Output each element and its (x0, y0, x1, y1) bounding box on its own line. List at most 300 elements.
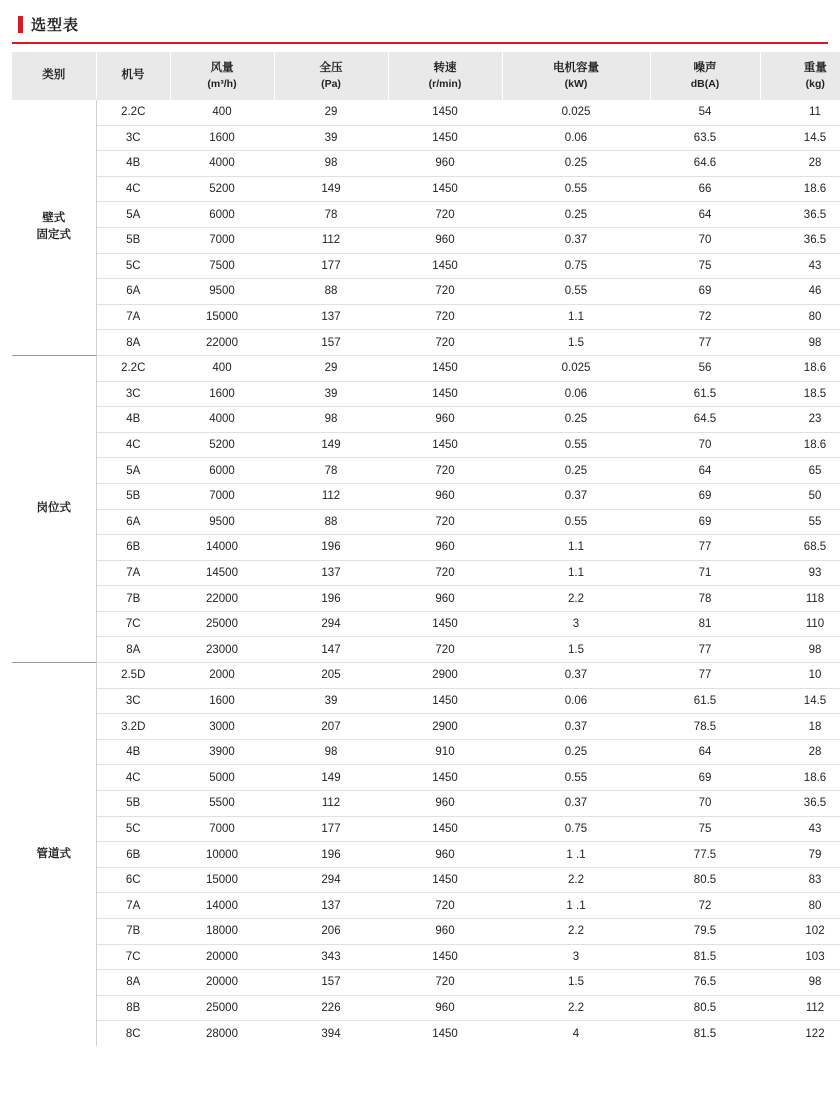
cell-model: 5B (96, 791, 170, 817)
cell-airflow: 28000 (206, 1027, 238, 1040)
cell-weight: 93 (760, 560, 840, 586)
table-row (12, 611, 840, 637)
cell-airflow: 23000 (170, 637, 274, 663)
cell-model: 6A (96, 509, 170, 535)
cell-airflow: 1600 (170, 381, 274, 407)
cell-airflow: 14000 (170, 535, 274, 561)
cell-speed: 960 (388, 151, 502, 177)
column-header-power-unit: (kW) (564, 77, 588, 90)
table-row (12, 227, 840, 253)
cell-airflow: 14000 (170, 893, 274, 919)
cell-power: 1.1 (502, 560, 650, 586)
table-body (12, 100, 840, 1046)
cell-model: 8A (96, 637, 170, 663)
cell-speed: 960 (388, 535, 502, 561)
cell-noise: 54 (650, 100, 760, 125)
cell-noise: 81.5 (693, 1027, 717, 1040)
cell-weight: 23 (760, 407, 840, 433)
cell-airflow: 5200 (170, 432, 274, 458)
cell-pressure: 88 (274, 279, 388, 305)
cell-speed: 1450 (432, 1027, 458, 1040)
cell-power: 0.06 (502, 688, 650, 714)
cell-power: 0.25 (502, 739, 650, 765)
table-row (12, 407, 840, 433)
cell-power: 0.25 (502, 407, 650, 433)
cell-weight: 36.5 (760, 202, 840, 228)
cell-airflow: 7000 (170, 483, 274, 509)
cell-noise: 64 (650, 202, 760, 228)
cell-airflow: 6000 (170, 458, 274, 484)
cell-model: 7C (96, 611, 170, 637)
cell-power: 0.75 (502, 816, 650, 842)
cell-pressure: 205 (274, 663, 388, 689)
cell-airflow: 4000 (170, 151, 274, 177)
cell-airflow: 2000 (170, 663, 274, 689)
cell-noise: 80.5 (650, 995, 760, 1021)
cell-power: 3 (502, 611, 650, 637)
cell-airflow: 5200 (170, 176, 274, 202)
header-row (12, 52, 840, 100)
table-row (12, 535, 840, 561)
cell-model: 5B (96, 227, 170, 253)
cell-model: 3C (96, 125, 170, 151)
table-row (12, 560, 840, 586)
cell-model: 6C (96, 867, 170, 893)
cell-airflow: 22000 (170, 330, 274, 356)
table-row (12, 432, 840, 458)
cell-noise: 70 (650, 791, 760, 817)
cell-noise: 78 (650, 586, 760, 612)
cell-power: 2.2 (502, 867, 650, 893)
cell-noise: 64 (650, 739, 760, 765)
cell-pressure: 157 (274, 970, 388, 996)
cell-weight: 18.6 (760, 355, 840, 381)
table-row (12, 509, 840, 535)
cell-weight: 80 (760, 304, 840, 330)
cell-airflow: 18000 (170, 919, 274, 945)
table-row (12, 995, 840, 1021)
table-row (12, 202, 840, 228)
cell-power: 0.37 (502, 791, 650, 817)
cell-model: 7B (96, 919, 170, 945)
cell-model: 8C (125, 1027, 141, 1040)
category-label-line1: 岗位式 (36, 502, 71, 515)
cell-power: 0.37 (502, 483, 650, 509)
table-row (12, 944, 840, 970)
cell-power: 1.1 (502, 304, 650, 330)
table-row (12, 919, 840, 945)
cell-power: 0.55 (502, 176, 650, 202)
cell-model: 7A (96, 893, 170, 919)
cell-model: 8A (96, 970, 170, 996)
cell-weight: 50 (760, 483, 840, 509)
cell-airflow: 7000 (170, 227, 274, 253)
cell-model: 7B (96, 586, 170, 612)
cell-power: 2.2 (502, 586, 650, 612)
cell-model: 8B (96, 995, 170, 1021)
table-row (12, 1021, 840, 1046)
cell-weight: 18.5 (760, 381, 840, 407)
cell-noise: 64.6 (650, 151, 760, 177)
cell-speed: 2900 (388, 663, 502, 689)
cell-noise: 70 (650, 432, 760, 458)
cell-noise: 77 (650, 663, 760, 689)
cell-airflow: 4000 (170, 407, 274, 433)
cell-airflow: 20000 (170, 970, 274, 996)
cell-weight: 14.5 (760, 688, 840, 714)
table-row (12, 970, 840, 996)
cell-power: 0.37 (502, 714, 650, 740)
cell-power: 0.06 (502, 381, 650, 407)
cell-speed: 1450 (388, 125, 502, 151)
table-row (12, 867, 840, 893)
cell-noise: 76.5 (650, 970, 760, 996)
cell-speed: 960 (388, 791, 502, 817)
cell-speed: 720 (388, 560, 502, 586)
cell-power: 0.025 (502, 355, 650, 381)
cell-airflow: 25000 (170, 611, 274, 637)
cell-power: 0.06 (502, 125, 650, 151)
column-header-power-label: 电机容量 (553, 62, 599, 75)
column-header-airflow-label: 风量 (210, 62, 234, 75)
cell-pressure: 39 (274, 125, 388, 151)
cell-speed: 720 (388, 458, 502, 484)
cell-speed: 1450 (388, 355, 502, 381)
column-header-pressure-label: 全压 (319, 62, 343, 75)
cell-power: 0.55 (502, 432, 650, 458)
cell-weight: 122 (805, 1027, 825, 1040)
cell-airflow: 400 (170, 355, 274, 381)
cell-noise: 77.5 (650, 842, 760, 868)
cell-weight: 43 (760, 253, 840, 279)
column-header-speed-unit: (r/min) (428, 77, 462, 90)
cell-speed: 960 (388, 483, 502, 509)
cell-power: 1 .1 (502, 842, 650, 868)
table-row (12, 739, 840, 765)
table-row (12, 637, 840, 663)
cell-airflow: 400 (170, 100, 274, 125)
cell-model: 7C (96, 944, 170, 970)
cell-weight: 65 (760, 458, 840, 484)
cell-speed: 720 (388, 893, 502, 919)
cell-noise: 69 (650, 509, 760, 535)
cell-airflow: 5000 (170, 765, 274, 791)
page-title-text: 选型表 (31, 17, 80, 34)
cell-speed: 720 (388, 330, 502, 356)
cell-airflow: 3900 (170, 739, 274, 765)
cell-power: 1 .1 (502, 893, 650, 919)
cell-pressure: 177 (274, 253, 388, 279)
table-row (12, 355, 840, 381)
cell-weight: 36.5 (760, 227, 840, 253)
column-header-weight-unit: (kg) (805, 77, 825, 90)
cell-model: 4B (96, 407, 170, 433)
cell-weight: 28 (760, 151, 840, 177)
column-header-weight (760, 52, 840, 100)
cell-power: 0.025 (502, 100, 650, 125)
column-header-pressure-unit: (Pa) (321, 77, 341, 90)
column-header-pressure (274, 52, 388, 100)
cell-pressure: 294 (274, 611, 388, 637)
cell-model: 5A (96, 202, 170, 228)
column-header-model-label: 机号 (121, 69, 145, 82)
table-row (12, 714, 840, 740)
cell-speed: 720 (388, 970, 502, 996)
cell-pressure: 147 (274, 637, 388, 663)
cell-noise: 64 (650, 458, 760, 484)
cell-weight: 36.5 (760, 791, 840, 817)
cell-pressure: 294 (274, 867, 388, 893)
cell-weight: 80 (760, 893, 840, 919)
cell-power: 4 (572, 1027, 580, 1040)
category-label-line1: 壁式 (42, 212, 66, 225)
cell-pressure: 196 (274, 535, 388, 561)
cell-power: 0.37 (502, 227, 650, 253)
cell-pressure: 137 (274, 893, 388, 919)
cell-speed: 720 (388, 637, 502, 663)
table-row (12, 330, 840, 356)
column-header-noise-label: 噪声 (693, 62, 717, 75)
cell-speed: 720 (388, 509, 502, 535)
cell-pressure: 29 (274, 355, 388, 381)
cell-weight: 79 (760, 842, 840, 868)
cell-weight: 55 (760, 509, 840, 535)
table-row (12, 663, 840, 689)
cell-noise: 69 (650, 483, 760, 509)
cell-airflow: 15000 (170, 867, 274, 893)
cell-noise: 77 (650, 535, 760, 561)
column-header-speed (388, 52, 502, 100)
cell-power: 0.55 (502, 765, 650, 791)
cell-airflow: 25000 (170, 995, 274, 1021)
cell-airflow: 6000 (170, 202, 274, 228)
category-cell (12, 663, 96, 1046)
cell-weight: 14.5 (760, 125, 840, 151)
cell-model: 6B (96, 842, 170, 868)
table-row (12, 791, 840, 817)
cell-airflow: 1600 (170, 125, 274, 151)
category-label-line1: 管道式 (36, 847, 71, 860)
cell-speed: 1450 (388, 944, 502, 970)
table-row (12, 176, 840, 202)
cell-speed: 1450 (388, 432, 502, 458)
cell-weight: 98 (760, 330, 840, 356)
table-row (12, 688, 840, 714)
cell-model: 4B (96, 151, 170, 177)
column-header-power (502, 52, 650, 100)
cell-speed: 1450 (388, 867, 502, 893)
cell-noise: 69 (650, 765, 760, 791)
cell-pressure: 137 (274, 560, 388, 586)
cell-speed: 1450 (388, 611, 502, 637)
cell-airflow: 3000 (170, 714, 274, 740)
cell-power: 0.55 (502, 279, 650, 305)
cell-power: 0.37 (502, 663, 650, 689)
cell-airflow: 9500 (170, 509, 274, 535)
cell-speed: 960 (388, 842, 502, 868)
cell-speed: 960 (388, 586, 502, 612)
cell-model: 5C (96, 816, 170, 842)
cell-airflow: 10000 (170, 842, 274, 868)
cell-noise: 66 (650, 176, 760, 202)
cell-speed: 1450 (388, 688, 502, 714)
cell-pressure: 157 (274, 330, 388, 356)
cell-noise: 61.5 (650, 688, 760, 714)
cell-weight: 118 (760, 586, 840, 612)
cell-airflow: 7000 (170, 816, 274, 842)
cell-noise: 81.5 (650, 944, 760, 970)
cell-speed: 1450 (388, 816, 502, 842)
cell-pressure: 226 (274, 995, 388, 1021)
specification-table (12, 52, 840, 1046)
cell-power: 0.55 (502, 509, 650, 535)
cell-noise: 71 (650, 560, 760, 586)
cell-pressure: 196 (274, 842, 388, 868)
cell-speed: 720 (388, 202, 502, 228)
cell-speed: 960 (388, 919, 502, 945)
cell-power: 2.2 (502, 919, 650, 945)
cell-weight: 46 (760, 279, 840, 305)
category-label-line2: 固定式 (36, 229, 71, 242)
cell-power: 0.25 (502, 458, 650, 484)
cell-pressure: 78 (274, 458, 388, 484)
cell-weight: 102 (760, 919, 840, 945)
cell-speed: 1450 (388, 253, 502, 279)
cell-pressure: 394 (321, 1027, 341, 1040)
cell-noise: 64.5 (650, 407, 760, 433)
cell-weight: 10 (760, 663, 840, 689)
cell-speed: 1450 (388, 765, 502, 791)
cell-noise: 77 (650, 330, 760, 356)
table-row (12, 304, 840, 330)
cell-speed: 720 (388, 279, 502, 305)
table-row (12, 586, 840, 612)
cell-speed: 960 (388, 407, 502, 433)
cell-speed: 1450 (388, 100, 502, 125)
cell-airflow: 7500 (170, 253, 274, 279)
column-header-model (96, 52, 170, 100)
cell-pressure: 206 (274, 919, 388, 945)
cell-weight: 18.6 (760, 432, 840, 458)
cell-power: 0.75 (502, 253, 650, 279)
cell-weight: 18 (760, 714, 840, 740)
cell-noise: 56 (650, 355, 760, 381)
category-cell (12, 100, 96, 355)
table-row (12, 458, 840, 484)
cell-model: 2.2C (96, 355, 170, 381)
cell-pressure: 149 (274, 176, 388, 202)
cell-pressure: 112 (274, 483, 388, 509)
cell-model: 4C (96, 765, 170, 791)
cell-model: 7A (96, 304, 170, 330)
cell-weight: 18.6 (760, 176, 840, 202)
cell-pressure: 78 (274, 202, 388, 228)
category-cell (12, 355, 96, 662)
cell-weight: 103 (760, 944, 840, 970)
cell-weight: 68.5 (760, 535, 840, 561)
cell-weight: 98 (760, 637, 840, 663)
table-row (12, 483, 840, 509)
cell-pressure: 29 (274, 100, 388, 125)
cell-power: 2.2 (502, 995, 650, 1021)
cell-model: 5B (96, 483, 170, 509)
cell-noise: 61.5 (650, 381, 760, 407)
table-row (12, 381, 840, 407)
cell-speed: 2900 (388, 714, 502, 740)
table-row (12, 893, 840, 919)
column-header-airflow-unit: (m³/h) (207, 77, 237, 90)
cell-airflow: 15000 (170, 304, 274, 330)
cell-speed: 960 (388, 995, 502, 1021)
cell-pressure: 149 (274, 432, 388, 458)
cell-pressure: 196 (274, 586, 388, 612)
cell-power: 0.25 (502, 151, 650, 177)
cell-pressure: 112 (274, 227, 388, 253)
table-row (12, 816, 840, 842)
table-row (12, 100, 840, 125)
cell-weight: 11 (760, 100, 840, 125)
cell-noise: 79.5 (650, 919, 760, 945)
cell-airflow: 14500 (170, 560, 274, 586)
cell-pressure: 98 (274, 739, 388, 765)
cell-pressure: 39 (274, 688, 388, 714)
cell-speed: 1450 (388, 176, 502, 202)
table-row (12, 279, 840, 305)
cell-pressure: 39 (274, 381, 388, 407)
cell-pressure: 177 (274, 816, 388, 842)
cell-airflow: 9500 (170, 279, 274, 305)
cell-noise: 69 (650, 279, 760, 305)
cell-model: 6A (96, 279, 170, 305)
cell-pressure: 343 (274, 944, 388, 970)
cell-weight: 18.6 (760, 765, 840, 791)
title-accent-bar (18, 16, 23, 33)
cell-noise: 81 (650, 611, 760, 637)
table-row (12, 765, 840, 791)
table-row (12, 253, 840, 279)
cell-model: 3.2D (96, 714, 170, 740)
table-row (12, 151, 840, 177)
cell-pressure: 98 (274, 151, 388, 177)
cell-model: 4B (96, 739, 170, 765)
cell-noise: 78.5 (650, 714, 760, 740)
cell-weight: 110 (760, 611, 840, 637)
cell-model: 6B (96, 535, 170, 561)
cell-speed: 1450 (388, 381, 502, 407)
table-header (12, 52, 840, 100)
cell-power: 3 (502, 944, 650, 970)
cell-pressure: 88 (274, 509, 388, 535)
column-header-airflow (170, 52, 274, 100)
cell-model: 5C (96, 253, 170, 279)
cell-noise: 75 (650, 253, 760, 279)
column-header-category-label: 类别 (42, 69, 66, 82)
cell-model: 4C (96, 432, 170, 458)
cell-weight: 28 (760, 739, 840, 765)
column-header-noise-unit: dB(A) (690, 77, 720, 90)
cell-noise: 63.5 (650, 125, 760, 151)
cell-power: 1.5 (502, 330, 650, 356)
cell-airflow: 1600 (170, 688, 274, 714)
cell-airflow: 5500 (170, 791, 274, 817)
cell-power: 0.25 (502, 202, 650, 228)
cell-model: 4C (96, 176, 170, 202)
cell-weight: 83 (760, 867, 840, 893)
cell-model: 3C (96, 688, 170, 714)
column-header-speed-label: 转速 (433, 62, 457, 75)
cell-noise: 77 (650, 637, 760, 663)
cell-pressure: 149 (274, 765, 388, 791)
